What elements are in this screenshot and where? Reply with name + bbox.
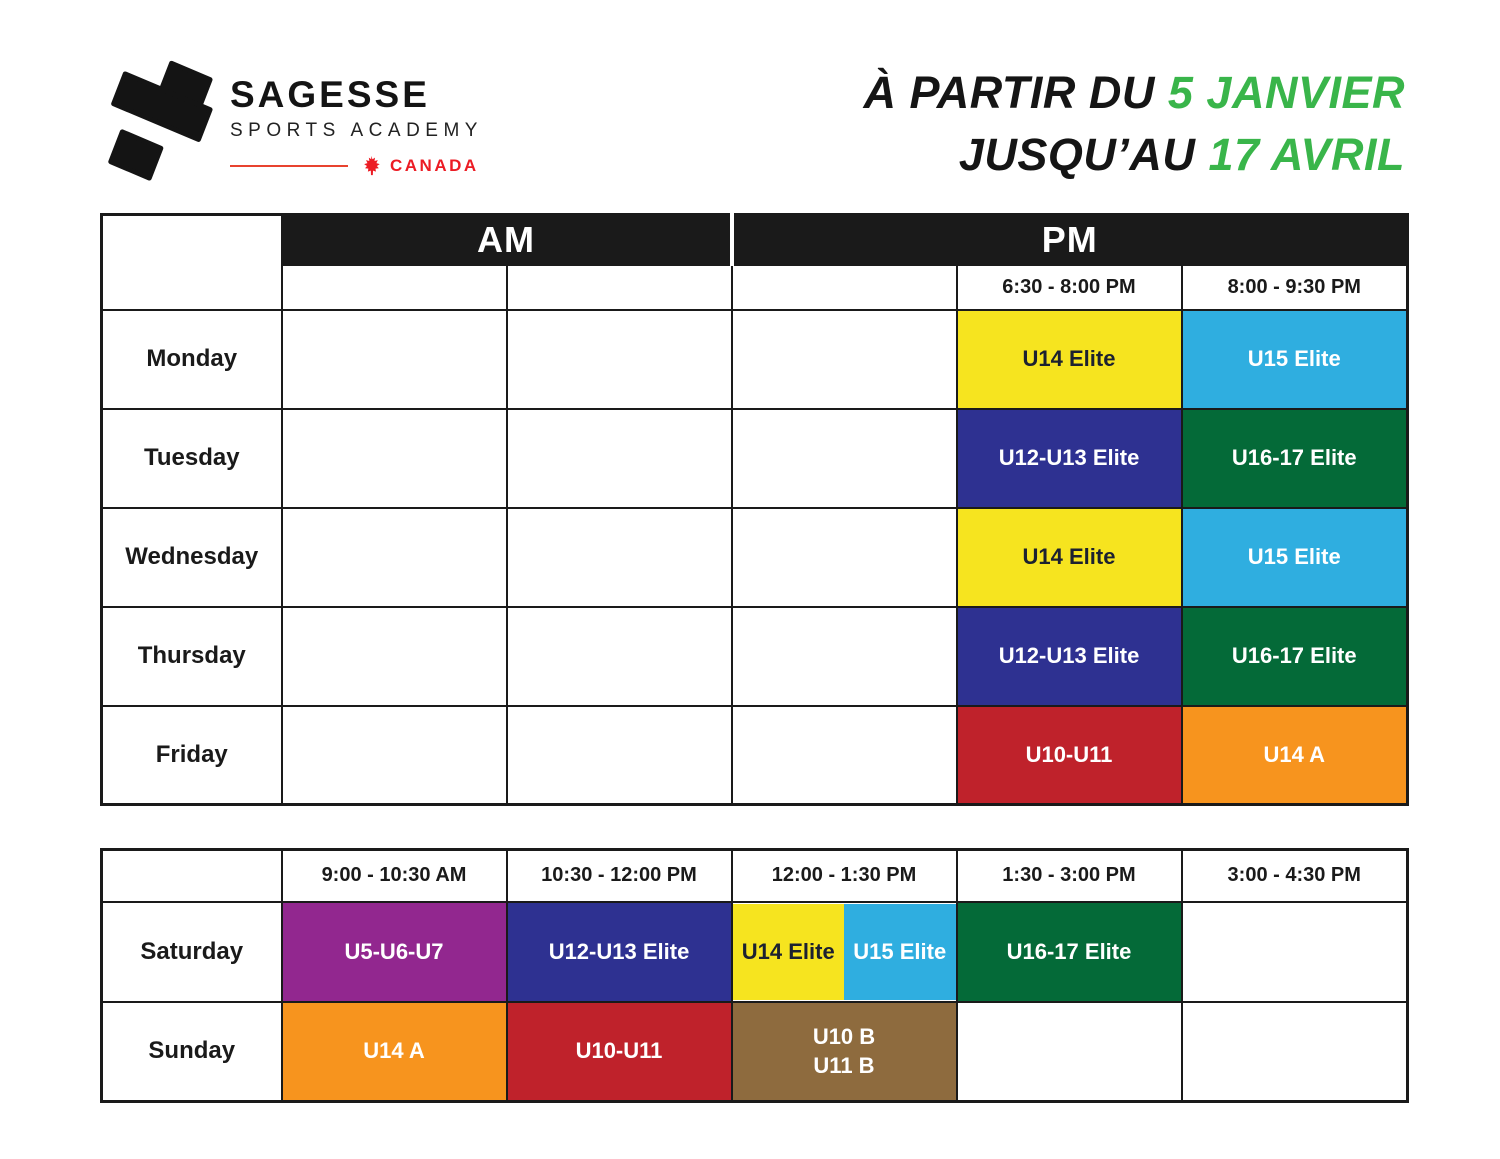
time-header: 8:00 - 9:30 PM [1182,265,1408,310]
time-header [507,265,732,310]
time-header: 9:00 - 10:30 AM [282,850,507,902]
session-cell: U12-U13 Elite [957,409,1182,508]
time-header: 12:00 - 1:30 PM [732,850,957,902]
time-header [282,265,507,310]
pm-header: PM [732,215,1408,265]
brand-subtitle: SPORTS ACADEMY [230,120,483,141]
empty-cell [282,706,507,805]
empty-cell [732,706,957,805]
session-cell: U12-U13 Elite [957,607,1182,706]
empty-cell [507,310,732,409]
empty-cell [732,508,957,607]
session-cell-split [732,902,957,1002]
session-cell [732,1002,957,1102]
empty-cell [507,706,732,805]
table-row [102,508,1408,607]
day-label: Tuesday [102,409,282,508]
session-cell: U14 Elite [733,904,845,1000]
am-header: AM [282,215,732,265]
table-row [102,706,1408,805]
banner-line1-prefix: À PARTIR DU [863,67,1155,118]
maple-leaf-icon [360,155,382,177]
day-label: Thursday [102,607,282,706]
time-header: 10:30 - 12:00 PM [507,850,732,902]
session-cell: U14 Elite [957,508,1182,607]
table-row [102,902,1408,1002]
empty-cell [282,508,507,607]
session-cell: U10-U11 [957,706,1182,805]
brand-logo [100,42,483,182]
session-cell: U14 A [1182,706,1408,805]
session-cell: U15 Elite [844,904,956,1000]
session-cell: U14 Elite [957,310,1182,409]
empty-cell [957,1002,1182,1102]
empty-cell [732,409,957,508]
brand-name: SAGESSE [230,74,430,115]
table-row [102,310,1408,409]
corner-cell [102,215,282,310]
corner-cell [102,850,282,902]
session-cell: U16-17 Elite [1182,607,1408,706]
weekday-schedule-table [100,213,1409,806]
table-row [102,409,1408,508]
day-label: Monday [102,310,282,409]
session-cell: U14 A [282,1002,507,1102]
session-cell: U12-U13 Elite [507,902,732,1002]
empty-cell [282,310,507,409]
empty-cell [1182,1002,1408,1102]
empty-cell [732,607,957,706]
session-cell: U15 Elite [1182,508,1408,607]
empty-cell [507,508,732,607]
banner-line2-date: 17 AVRIL [1208,129,1405,181]
banner-line-1 [864,62,1405,124]
banner-line-2 [864,124,1405,186]
brand-rule [230,165,348,167]
sagesse-logo-mark [100,42,216,182]
time-header: 3:00 - 4:30 PM [1182,850,1408,902]
day-label: Friday [102,706,282,805]
table-row [102,1002,1408,1102]
table-row [102,607,1408,706]
session-cell: U16-17 Elite [957,902,1182,1002]
empty-cell [732,310,957,409]
empty-cell [282,409,507,508]
session-cell: U5-U6-U7 [282,902,507,1002]
brand-country: CANADA [390,156,479,175]
banner-line2-prefix: JUSQU’AU [958,129,1196,181]
date-banner [864,62,1405,186]
empty-cell [1182,902,1408,1002]
session-cell: U16-17 Elite [1182,409,1408,508]
time-header [732,265,957,310]
session-label-line2: U11 B [813,1053,875,1079]
day-label: Saturday [102,902,282,1002]
session-cell: U15 Elite [1182,310,1408,409]
empty-cell [507,409,732,508]
day-label: Sunday [102,1002,282,1102]
day-label: Wednesday [102,508,282,607]
weekend-schedule-table [100,848,1409,1103]
brand-text-block [230,76,483,177]
session-cell: U10-U11 [507,1002,732,1102]
empty-cell [507,607,732,706]
time-header: 6:30 - 8:00 PM [957,265,1182,310]
banner-line1-date: 5 JANVIER [1167,67,1405,118]
empty-cell [282,607,507,706]
session-label-line1: U10 B [812,1023,876,1049]
time-header: 1:30 - 3:00 PM [957,850,1182,902]
